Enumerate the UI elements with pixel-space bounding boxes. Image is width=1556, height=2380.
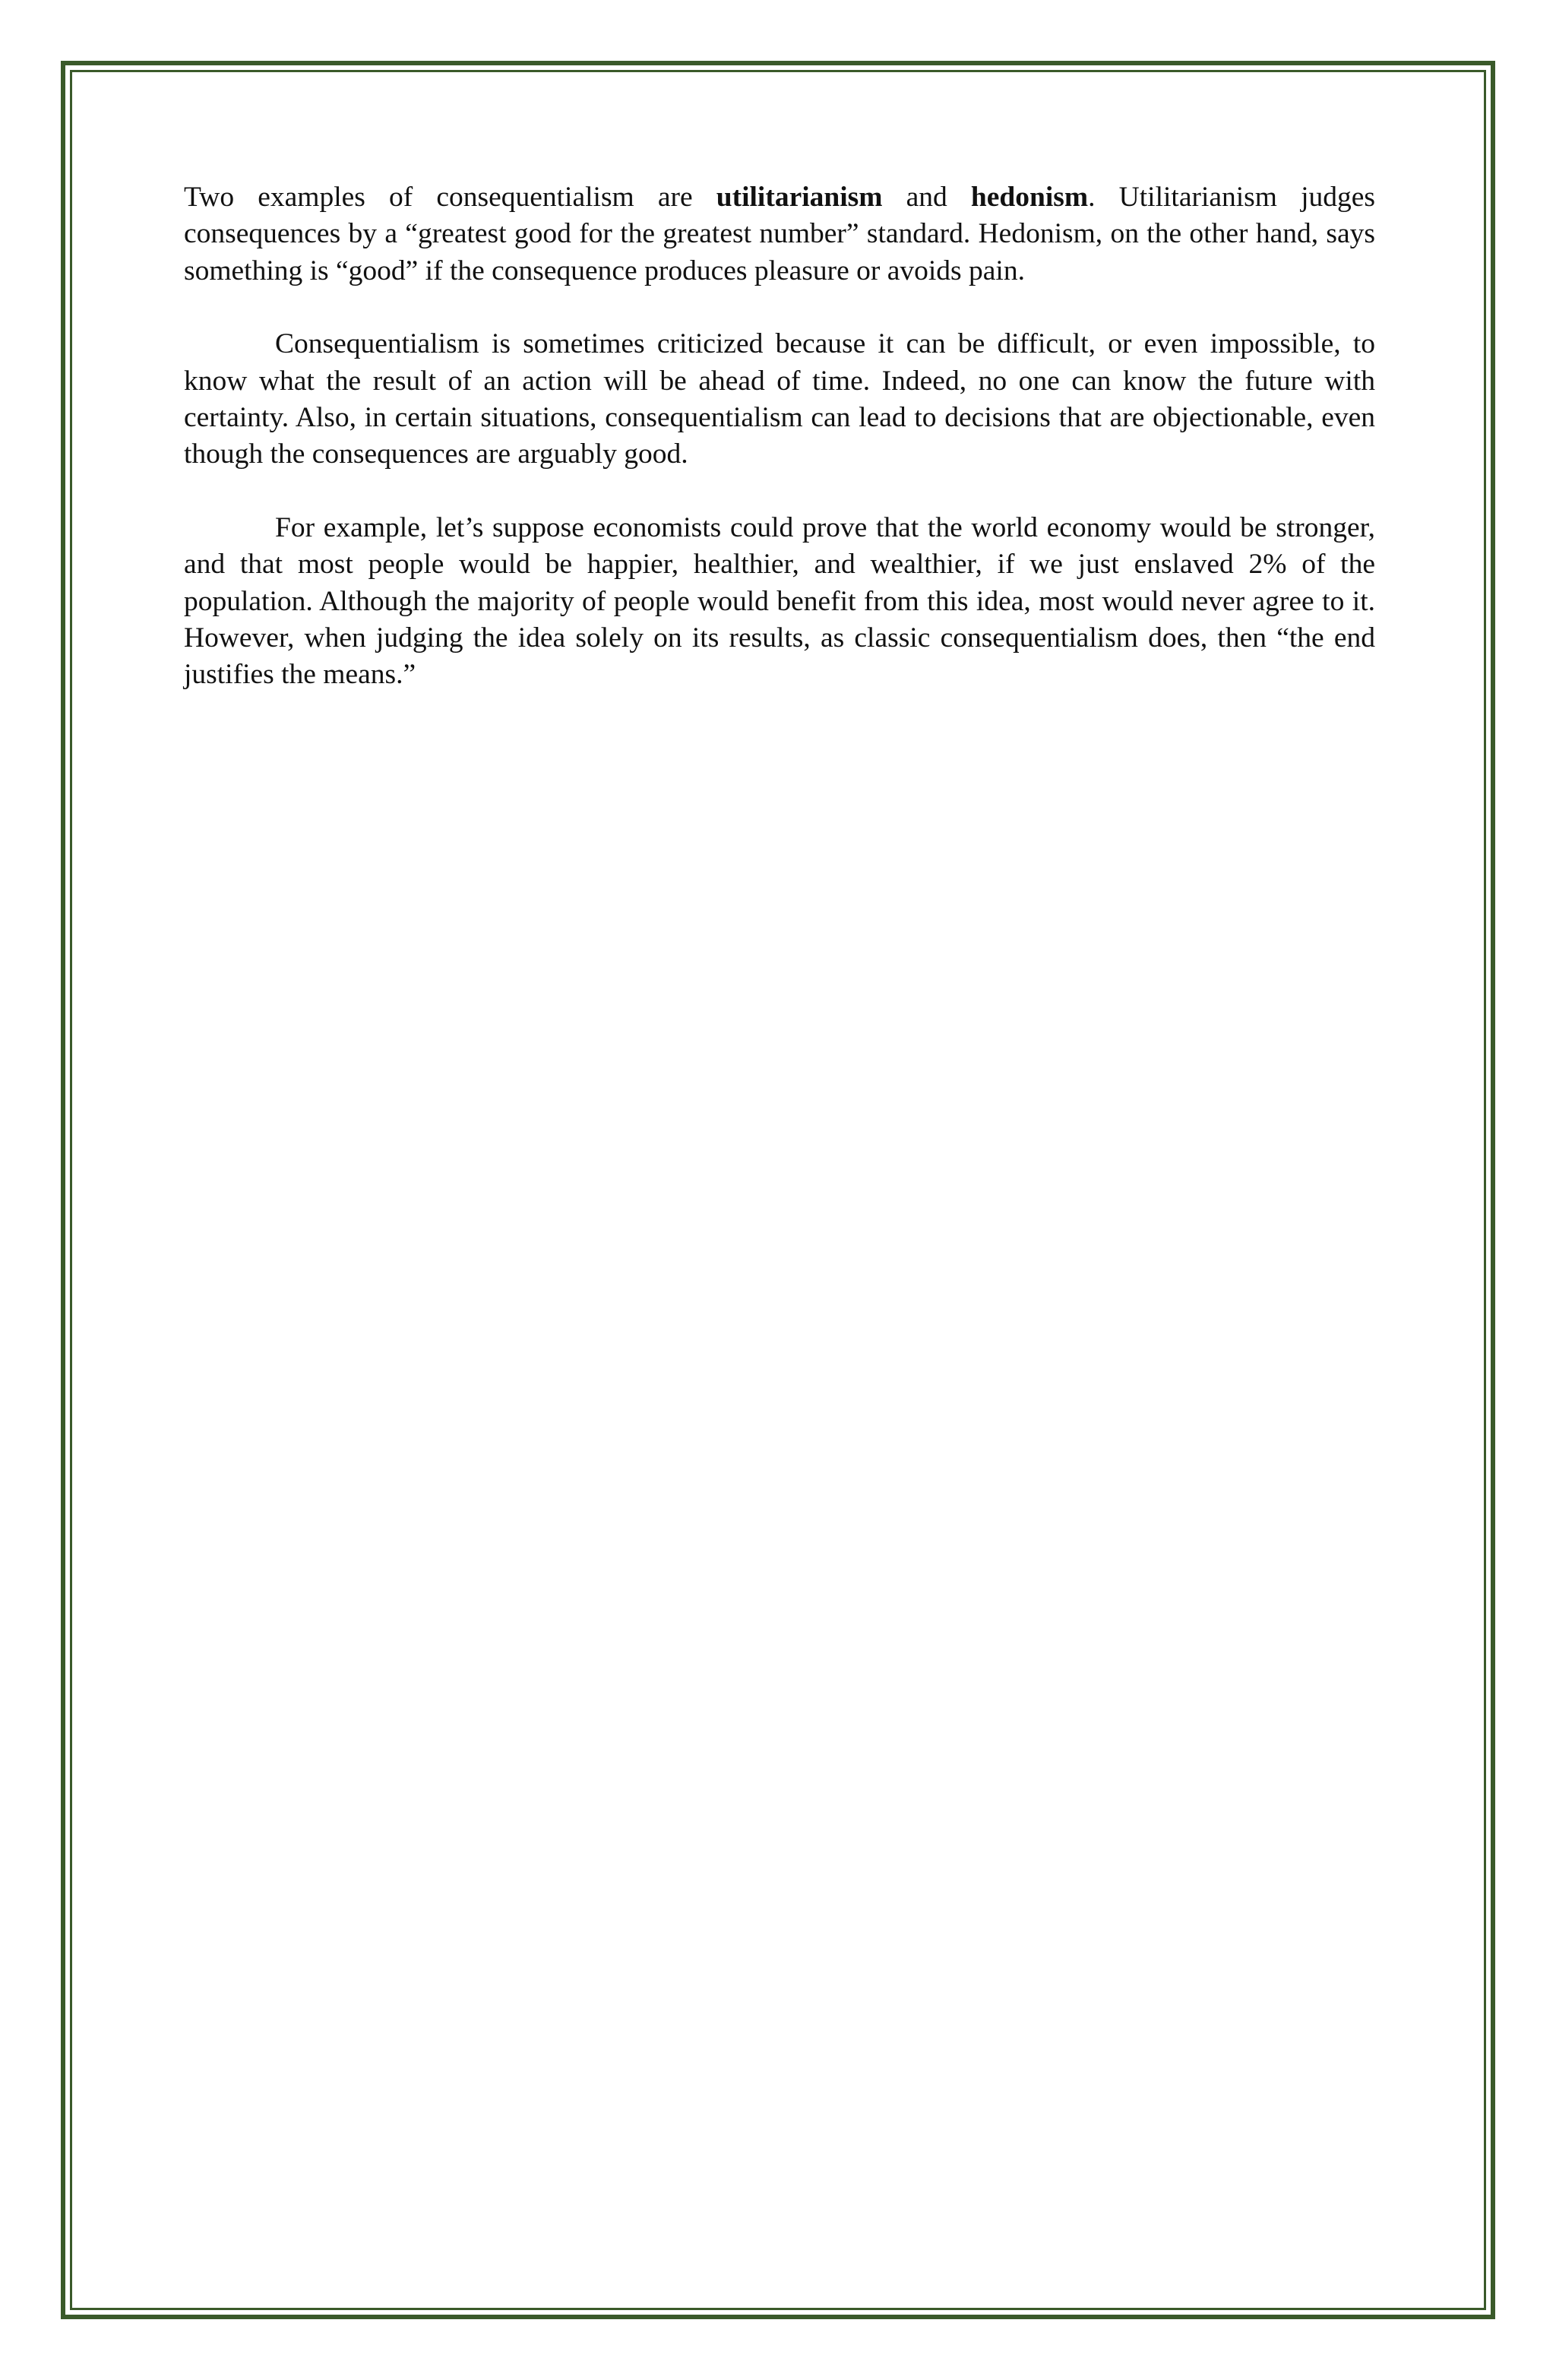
term-utilitarianism: utilitarianism	[716, 182, 883, 213]
paragraph-1-text-c: . Utilitarianism judges consequences by a “greatest good for the greatest number” standard. Hedonism, on the other hand, says something is “good” if the consequence produces pleasure or avoids pain.	[184, 182, 1375, 286]
term-hedonism: hedonism	[970, 182, 1089, 213]
paragraph-1-text-a: Two examples of consequentialism are	[184, 182, 716, 213]
paragraph-2: Consequentialism is sometimes criticized because it can be difficult, or even impossible, to know what the result of an action will be ahead of time. Indeed, no one can know the future with certainty. Also, in certain situations, consequentialism can lead to decisions that are objectionable, even though the consequences are arguably good.	[184, 328, 1375, 470]
paragraph-3: For example, let’s suppose economists could prove that the world economy would be stronger, and that most people would be happier, healthier, and wealthier, if we just enslaved 2% of the population. Although the majority of people would benefit from this idea, most would never agree to it. However, when judging the idea solely on its results, as classic consequentialism does, then “the end justifies the means.”	[184, 511, 1375, 691]
document-body	[184, 179, 1375, 730]
paragraph-1-text-b: and	[882, 182, 971, 213]
paragraph-1	[184, 179, 1375, 290]
